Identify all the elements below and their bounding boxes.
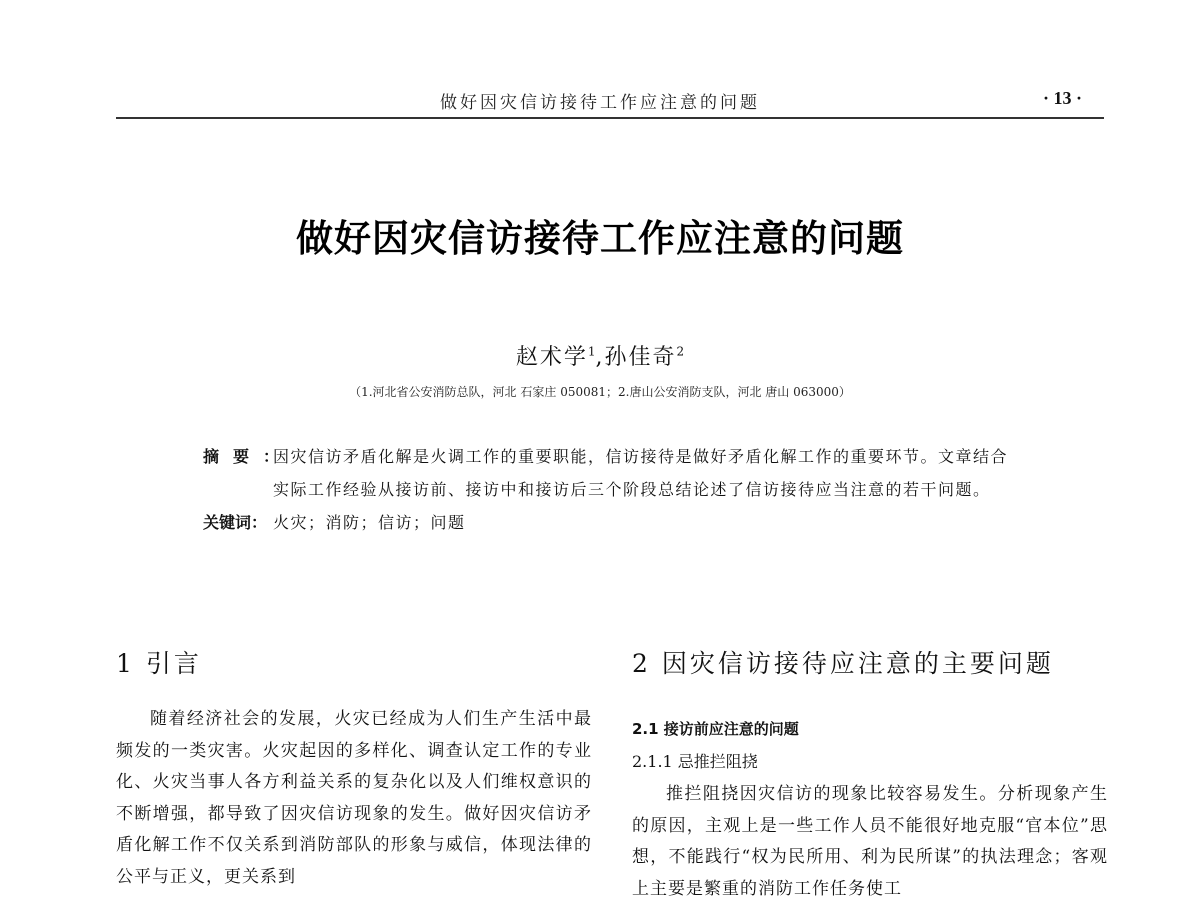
author-separator: , bbox=[595, 345, 605, 370]
author-1: 赵术学 bbox=[515, 345, 588, 370]
affiliation: （1.河北省公安消防总队，河北 石家庄 050081；2.唐山公安消防支队，河北 唐山 063000） bbox=[349, 385, 851, 399]
section-2-heading: 2 因灾信访接待应注意的主要问题 bbox=[632, 649, 1054, 678]
article-title: 做好因灾信访接待工作应注意的问题 bbox=[296, 217, 904, 260]
abstract bbox=[203, 440, 1023, 506]
header-rule bbox=[116, 117, 1104, 119]
section-1-heading: 1 引言 bbox=[116, 649, 202, 678]
keywords-label: 关键词： bbox=[203, 513, 268, 532]
subsection-2-1-1-heading: 2.1.1 忌推拦阻挠 bbox=[632, 752, 758, 771]
author-2-mark: 2 bbox=[676, 344, 685, 359]
subsection-2-1-heading: 2.1 接访前应注意的问题 bbox=[632, 720, 799, 738]
abstract-label: 摘要： bbox=[203, 447, 294, 466]
running-header-title: 做好因灾信访接待工作应注意的问题 bbox=[440, 93, 760, 113]
page-number: · 13 · bbox=[1043, 88, 1083, 108]
keywords-text: 火灾；消防；信访；问题 bbox=[273, 513, 466, 532]
keywords bbox=[203, 506, 1023, 539]
section-1-paragraph: 随着经济社会的发展，火灾已经成为人们生产生活中最频发的一类灾害。火灾起因的多样化、调查认定工作的专业化、火灾当事人各方利益关系的复杂化以及人们维权意识的不断增强，都导致了因灾信访现象的发生。做好因灾信访矛盾化解工作不仅关系到消防部队的形象与威信，体现法律的公平与正义，更关系到 bbox=[116, 709, 592, 887]
author-line bbox=[0, 340, 1200, 371]
abstract-text: 因灾信访矛盾化解是火调工作的重要职能，信访接待是做好矛盾化解工作的重要环节。文章结合实际工作经验从接访前、接访中和接访后三个阶段总结论述了信访接待应当注意的若干问题。 bbox=[273, 447, 1009, 499]
section-2-paragraph: 推拦阻挠因灾信访的现象比较容易发生。分析现象产生的原因，主观上是一些工作人员不能很好地克服“官本位”思想，不能践行“权为民所用、利为民所谋”的执法理念；客观上主要是繁重的消防工作任务使工 bbox=[632, 784, 1108, 899]
abstract-block bbox=[203, 440, 1023, 539]
author-1-mark: 1 bbox=[587, 344, 596, 359]
author-2: 孙佳奇 bbox=[604, 345, 677, 370]
